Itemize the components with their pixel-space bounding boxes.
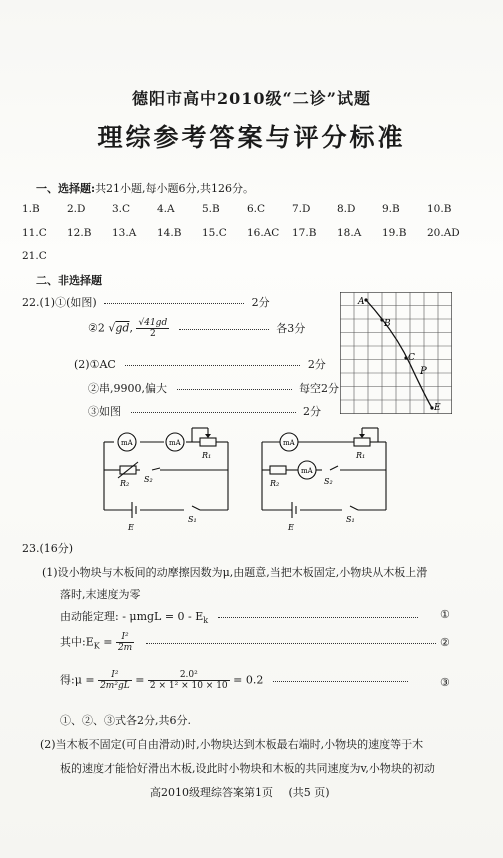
q22-line4 <box>88 380 339 396</box>
equation-1-sub: k <box>203 616 209 626</box>
answer: 8.D <box>337 203 356 215</box>
r2-label: R₂ <box>270 479 280 488</box>
answer: 4.A <box>157 203 175 215</box>
answer: 10.B <box>427 203 452 215</box>
sqrt-radicand: gd <box>115 321 130 335</box>
graph-gridlines <box>340 292 452 414</box>
q22-line5 <box>88 403 321 419</box>
q22-line4-score: 每空2分 <box>299 382 339 395</box>
equation-3-prefix: 得:μ = <box>60 673 95 687</box>
q22-line2-prefix: ②2 <box>88 321 105 335</box>
fraction-numerator: I² <box>116 632 134 643</box>
answer: 5.B <box>202 203 220 215</box>
ammeter-2-label: mA <box>169 439 181 447</box>
answers-row-3 <box>22 250 47 262</box>
r1-label: R₁ <box>202 451 212 460</box>
section1-desc: 共21小题,每小题6分,共126分。 <box>95 182 255 195</box>
section2-heading: 二、非选择题 <box>36 274 102 287</box>
dotted-leader <box>179 328 269 330</box>
s1-label: S₁ <box>346 515 355 524</box>
answer: 7.D <box>292 203 311 215</box>
answer: 14.B <box>157 227 182 239</box>
circuit-diagram-1 <box>100 424 240 536</box>
e-label: E <box>288 523 294 532</box>
answer: 19.B <box>382 227 407 239</box>
ammeter-2-label: mA <box>301 467 313 475</box>
ammeter-1-label: mA <box>283 439 295 447</box>
q22-line1 <box>22 294 270 310</box>
fraction-numerator: I² <box>98 670 132 681</box>
sqrt-expression: √gd <box>108 321 130 335</box>
answer: 17.B <box>292 227 317 239</box>
label-c: C <box>408 353 415 363</box>
trajectory-curve <box>366 300 432 408</box>
s1-label: S₁ <box>188 515 197 524</box>
answer: 3.C <box>112 203 131 215</box>
fraction <box>148 670 230 691</box>
label-b: B <box>384 319 391 329</box>
answer: 9.B <box>382 203 400 215</box>
label-a: A <box>358 297 365 307</box>
fraction-numerator-text: 41gd <box>144 318 168 328</box>
page-footer <box>150 784 330 800</box>
label-e: E <box>434 403 441 413</box>
q23-para1-line2: 落时,末速度为零 <box>60 588 141 601</box>
s2-label: S₂ <box>324 477 333 486</box>
q22-line3-score: 2分 <box>307 358 326 371</box>
q23-heading: 23.(16分) <box>22 542 74 555</box>
dotted-leader <box>177 388 292 390</box>
page-title: 德阳市高中2010级“二诊”试题 <box>132 89 371 108</box>
e-label: E <box>128 523 134 532</box>
equation-1-text: 由动能定理: - μmgL = 0 - E <box>60 610 204 623</box>
footer-total-pages: (共5 页) <box>288 786 330 799</box>
equation-2-text: 其中:E <box>60 635 94 649</box>
footer-page-label: 高2010级理综答案第1页 <box>150 786 273 799</box>
page-subtitle: 理综参考答案与评分标准 <box>97 123 406 152</box>
fraction-numerator: 2.0² <box>148 670 230 681</box>
answer: 1.B <box>22 203 40 215</box>
section1-heading: 一、选择题: <box>36 182 96 195</box>
s2-label: S₂ <box>144 475 153 484</box>
equation-3-result: = 0.2 <box>233 673 264 687</box>
fraction <box>98 670 132 691</box>
answer: 15.C <box>202 227 227 239</box>
fraction-numerator: √41gd <box>138 318 168 328</box>
circuit-diagram-2 <box>258 424 398 536</box>
section1-header <box>36 180 254 196</box>
dotted-leader <box>131 411 296 413</box>
q22-line5-score: 2分 <box>303 405 321 418</box>
equation-2-mark: ② <box>440 636 450 649</box>
answers-row-2 <box>22 227 472 239</box>
q23-score-line: ①、②、③式各2分,共6分. <box>60 714 191 727</box>
answer: 20.AD <box>427 227 460 239</box>
equation-1-mark: ① <box>440 608 450 621</box>
answer: 2.D <box>67 203 86 215</box>
equation-3-mark: ③ <box>440 676 450 689</box>
label-p: P <box>420 366 427 377</box>
q23-equation-2 <box>60 632 436 653</box>
fraction-denominator: 2 <box>149 329 156 339</box>
q23-equation-1 <box>60 608 418 625</box>
dotted-leader <box>146 642 436 644</box>
q23-para2-line1: (2)当木板不固定(可自由滑动)时,小物块达到木板最右端时,小物块的速度等于木 <box>40 738 424 751</box>
fraction-denominator: 2m²gL <box>100 681 130 691</box>
answer: 16.AC <box>247 227 280 239</box>
dotted-leader <box>104 302 244 304</box>
dotted-leader <box>125 364 300 366</box>
q23-para1-line1: (1)设小物块与木板间的动摩擦因数为μ,由题意,当把木板固定,小物块从木板上滑 <box>42 566 428 579</box>
answer: 18.A <box>337 227 362 239</box>
q23-equation-3 <box>60 670 408 691</box>
equals-sign: = <box>103 635 113 649</box>
dotted-leader <box>218 616 418 618</box>
answer: 11.C <box>22 227 47 239</box>
answers-row-1 <box>22 203 472 215</box>
q22-line2-score: 各3分 <box>276 321 306 335</box>
q22-line4-text: ②串,9900,偏大 <box>88 382 167 395</box>
ammeter-1-label: mA <box>121 439 133 447</box>
answer: 21.C <box>22 250 47 262</box>
fraction <box>116 632 134 653</box>
q22-line1-score: 2分 <box>251 296 270 309</box>
q23-para2-line2: 板的速度才能恰好滑出木板,设此时小物块和木板的共同速度为v,小物块的初动 <box>60 762 435 775</box>
arrow-icon <box>359 434 365 438</box>
dotted-leader <box>273 680 408 682</box>
r1-label: R₁ <box>356 451 366 460</box>
q22-line3-text: (2)①AC <box>74 358 116 371</box>
point-a <box>364 298 367 301</box>
fraction-denominator: 2 × 1² × 10 × 10 <box>149 681 228 691</box>
r2-label: R₂ <box>120 479 130 488</box>
trajectory-graph <box>340 292 452 414</box>
fraction <box>136 318 169 339</box>
fraction-denominator: 2m <box>117 643 133 653</box>
equals-sign: = <box>135 673 145 687</box>
answer: 12.B <box>67 227 92 239</box>
q22-line2: ②2 √gd, $\frac{√41gd}{2}$ 各3分 <box>88 318 306 339</box>
q22-line5-text: ③如图 <box>88 405 121 418</box>
answer: 6.C <box>247 203 266 215</box>
equation-2-sub: K <box>93 641 100 651</box>
arrow-icon <box>205 434 211 438</box>
q22-line3 <box>74 356 326 372</box>
q22-line1-text: 22.(1)①(如图) <box>22 296 97 309</box>
answer: 13.A <box>112 227 137 239</box>
